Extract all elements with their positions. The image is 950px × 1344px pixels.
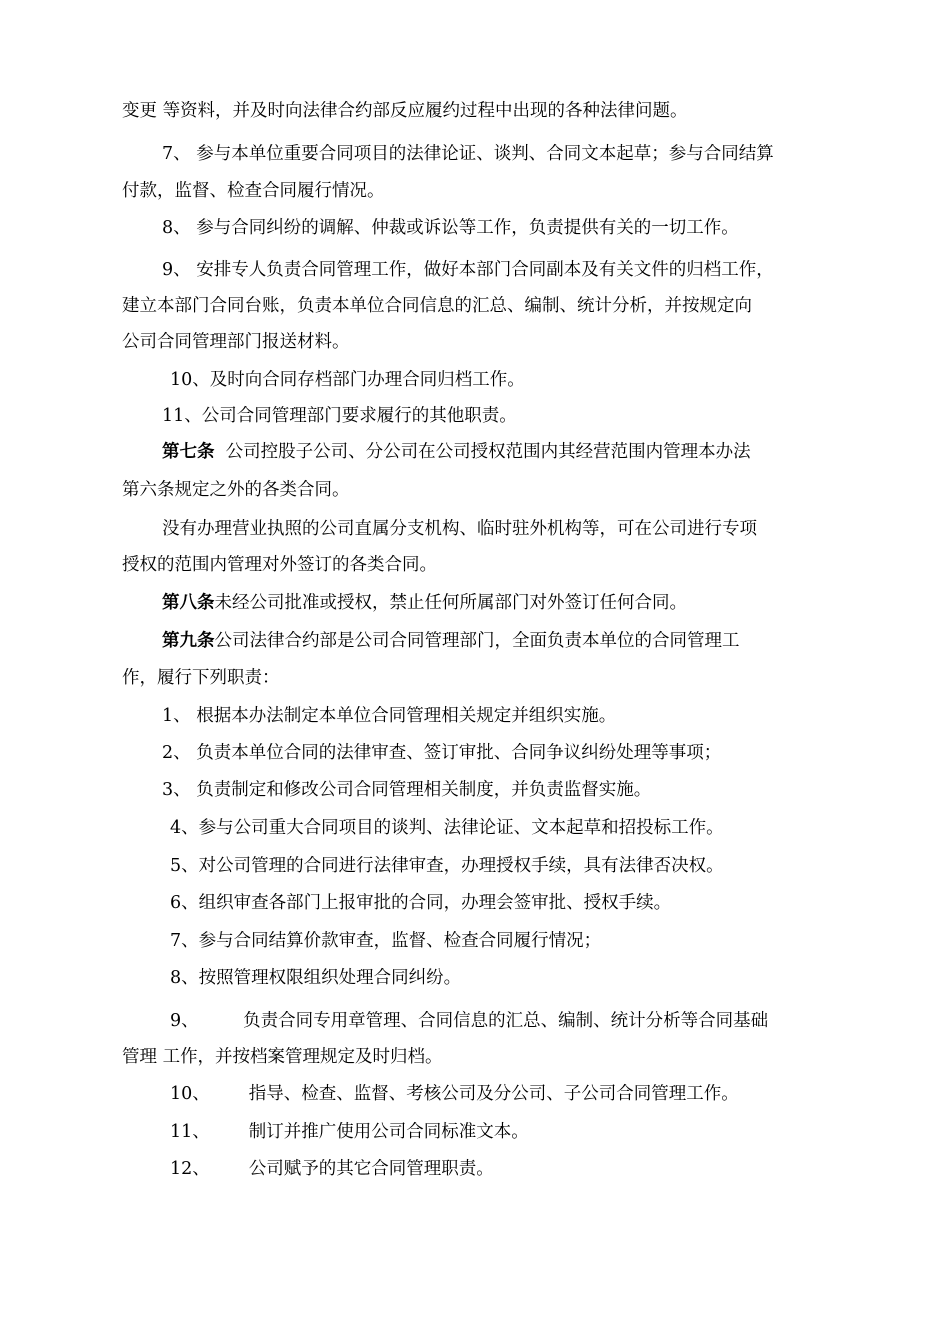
list-item-7: 7、 参与本单位重要合同项目的法律论证、谈判、合同文本起草；参与合同结算 (162, 144, 774, 164)
duty-item-6: 6、组织审查各部门上报审批的合同，办理会签审批、授权手续。 (170, 893, 672, 913)
article-9-heading: 第九条 (162, 631, 215, 651)
article-9-line (162, 630, 740, 652)
article-7-line (162, 441, 751, 463)
text-line: 公司合同管理部门报送材料。 (122, 332, 350, 352)
text-line: 授权的范围内管理对外签订的各类合同。 (122, 555, 437, 575)
text-line: 管理 工作，并按档案管理规定及时归档。 (122, 1047, 443, 1067)
article-8-line (162, 592, 687, 614)
duty-item-5: 5、对公司管理的合同进行法律审查，办理授权手续，具有法律否决权。 (170, 856, 724, 876)
article-7-text: 公司控股子公司、分公司在公司授权范围内其经营范围内管理本办法 (214, 442, 751, 462)
article-9-text: 公司法律合约部是公司合同管理部门，全面负责本单位的合同管理工 (214, 631, 740, 651)
text-line: 作，履行下列职责： (122, 668, 280, 688)
duty-item-3: 3、 负责制定和修改公司合同管理相关制度，并负责监督实施。 (162, 780, 652, 800)
text-line: 没有办理营业执照的公司直属分支机构、临时驻外机构等，可在公司进行专项 (162, 519, 757, 539)
text-line: 变更 等资料，并及时向法律合约部反应履约过程中出现的各种法律问题。 (122, 101, 688, 121)
article-8-heading: 第八条 (162, 593, 215, 613)
article-8-text: 未经公司批准或授权，禁止任何所属部门对外签订任何合同。 (214, 593, 687, 613)
list-item-9: 9、 安排专人负责合同管理工作，做好本部门合同副本及有关文件的归档工作， (162, 260, 774, 280)
duty-item-1: 1、 根据本办法制定本单位合同管理相关规定并组织实施。 (162, 706, 617, 726)
list-item-8: 8、 参与合同纠纷的调解、仲裁或诉讼等工作，负责提供有关的一切工作。 (162, 218, 739, 238)
list-item-11: 11、公司合同管理部门要求履行的其他职责。 (162, 406, 517, 426)
duty-item-7: 7、参与合同结算价款审查，监督、检查合同履行情况； (170, 931, 602, 951)
duty-item-8: 8、按照管理权限组织处理合同纠纷。 (170, 968, 462, 988)
duty-item-11: 11、 制订并推广使用公司合同标准文本。 (170, 1122, 529, 1142)
duty-item-2: 2、 负责本单位合同的法律审查、签订审批、合同争议纠纷处理等事项； (162, 743, 722, 763)
text-line: 第六条规定之外的各类合同。 (122, 480, 350, 500)
duty-item-10: 10、 指导、检查、监督、考核公司及分公司、子公司合同管理工作。 (170, 1084, 739, 1104)
text-line: 付款，监督、检查合同履行情况。 (122, 181, 385, 201)
duty-item-4: 4、参与公司重大合同项目的谈判、法律论证、文本起草和招投标工作。 (170, 818, 724, 838)
text-line: 建立本部门合同台账，负责本单位合同信息的汇总、编制、统计分析，并按规定向 (122, 296, 752, 316)
list-item-10: 10、及时向合同存档部门办理合同归档工作。 (170, 370, 525, 390)
article-7-heading: 第七条 (162, 442, 215, 462)
duty-item-9: 9、 负责合同专用章管理、合同信息的汇总、编制、统计分析等合同基础 (170, 1011, 769, 1031)
duty-item-12: 12、 公司赋予的其它合同管理职责。 (170, 1159, 494, 1179)
